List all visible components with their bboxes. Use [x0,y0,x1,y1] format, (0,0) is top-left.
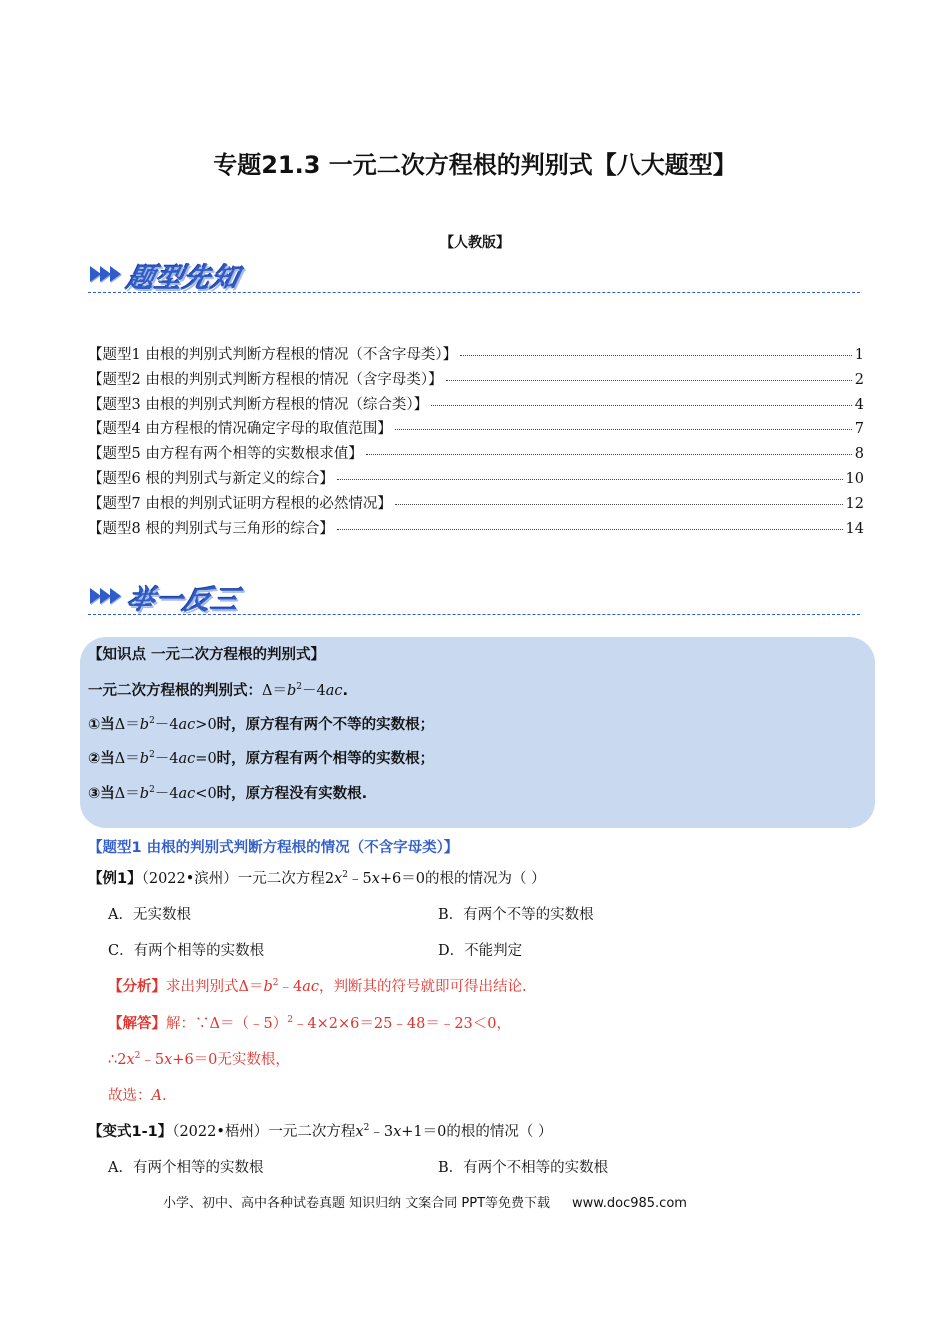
knowledge-heading: 【知识点 一元二次方程根的判别式】 [88,647,326,663]
triple-arrow-icon [90,266,120,282]
toc-item-page: 4 [854,396,864,413]
option-b: B．有两个不等的实数根 [438,907,594,923]
footer-text: 小学、初中、高中各种试卷真题 知识归纳 文案合同 PPT等免费下载 [163,1196,551,1211]
variant-option-b: B．有两个不相等的实数根 [438,1160,609,1176]
toc-leader-dots [446,380,852,381]
analysis-line: 【分析】求出判别式$\Delta=b^2﹣4ac$，判断其的符号就即可得出结论. [108,978,527,995]
toc-item-label: 【题型6 根的判别式与新定义的综合】 [88,470,334,487]
toc-item-page: 7 [854,421,864,438]
banner-question-types [88,258,868,294]
section-heading-type-1: 【题型1 由根的判别式判断方程根的情况（不含字母类）】 [88,840,459,856]
toc-item-label: 【题型3 由根的判别式判断方程根的情况（综合类）】 [88,396,429,413]
variant-option-a: A．有两个相等的实数根 [108,1160,264,1176]
option-c: C．有两个相等的实数根 [108,943,265,959]
dashed-divider [88,292,860,293]
conclusion-line: $\therefore 2x^2﹣5x+6=0$无实数根， [108,1051,290,1068]
footer [163,1192,687,1211]
answer-line: 故选：A. [108,1088,167,1104]
toc-item[interactable] [88,442,864,467]
toc-leader-dots [395,429,852,430]
toc-leader-dots [337,479,843,480]
dashed-divider [88,614,860,615]
solution-line: 【解答】解：∵Δ＝（﹣5）$^2$﹣4×2×6＝25﹣48＝﹣23＜0， [108,1015,511,1032]
toc-item[interactable] [88,417,864,442]
variant-1-1-question: 【变式1-1】（2022•梧州）一元二次方程$x^2﹣3x+1=0$的根的情况（ ） [88,1123,553,1140]
toc-item-label: 【题型8 根的判别式与三角形的综合】 [88,520,334,537]
toc-item-page: 2 [854,371,864,388]
toc-item-page: 1 [854,347,864,363]
toc-leader-dots [431,405,852,406]
knowledge-case-2: ②当$\Delta=b^2-4ac=0$时，原方程有两个相等的实数根； [88,750,435,767]
table-of-contents [88,343,864,541]
example-1-question: 【例1】（2022•滨州）一元二次方程$2x^2﹣5x+6=0$的根的情况为（ ） [88,870,546,887]
page-title: 专题21.3 一元二次方程根的判别式【八大题型】 [213,151,737,179]
banner-practice [88,580,868,616]
toc-leader-dots [337,529,843,530]
knowledge-definition: 一元二次方程根的判别式：$\Delta=b^2-4ac$. [88,682,349,699]
toc-leader-dots [395,504,843,505]
toc-item-page: 12 [845,495,864,512]
toc-item-page: 14 [845,520,864,537]
toc-item[interactable] [88,492,864,517]
toc-item-label: 【题型2 由根的判别式判断方程根的情况（含字母类）】 [88,371,443,388]
toc-item-label: 【题型4 由方程根的情况确定字母的取值范围】 [88,421,392,438]
toc-item-label: 【题型7 由根的判别式证明方程根的必然情况】 [88,495,392,512]
toc-item[interactable] [88,393,864,418]
toc-item[interactable] [88,517,864,542]
toc-item[interactable] [88,368,864,393]
knowledge-case-1: ①当$\Delta=b^2-4ac>0$时，原方程有两个不等的实数根； [88,716,435,733]
edition-label: 【人教版】 [440,235,510,251]
toc-item-label: 【题型1 由根的判别式判断方程根的情况（不含字母类）】 [88,347,458,363]
option-d: D．不能判定 [438,943,523,959]
toc-leader-dots [366,454,852,455]
toc-item-label: 【题型5 由方程有两个相等的实数根求值】 [88,446,363,463]
toc-leader-dots [460,355,852,356]
toc-item-page: 8 [854,446,864,463]
option-a: A．无实数根 [108,907,191,923]
banner-title: 举一反三 [124,585,243,616]
banner-title: 题型先知 [124,263,243,294]
knowledge-case-3: ③当$\Delta=b^2-4ac<0$时，原方程没有实数根. [88,785,368,802]
footer-site-link[interactable]: www.doc985.com [572,1196,687,1211]
triple-arrow-icon [90,588,120,604]
knowledge-box [80,637,875,828]
toc-item[interactable] [88,467,864,492]
toc-item-page: 10 [845,470,864,487]
toc-item[interactable] [88,343,864,368]
